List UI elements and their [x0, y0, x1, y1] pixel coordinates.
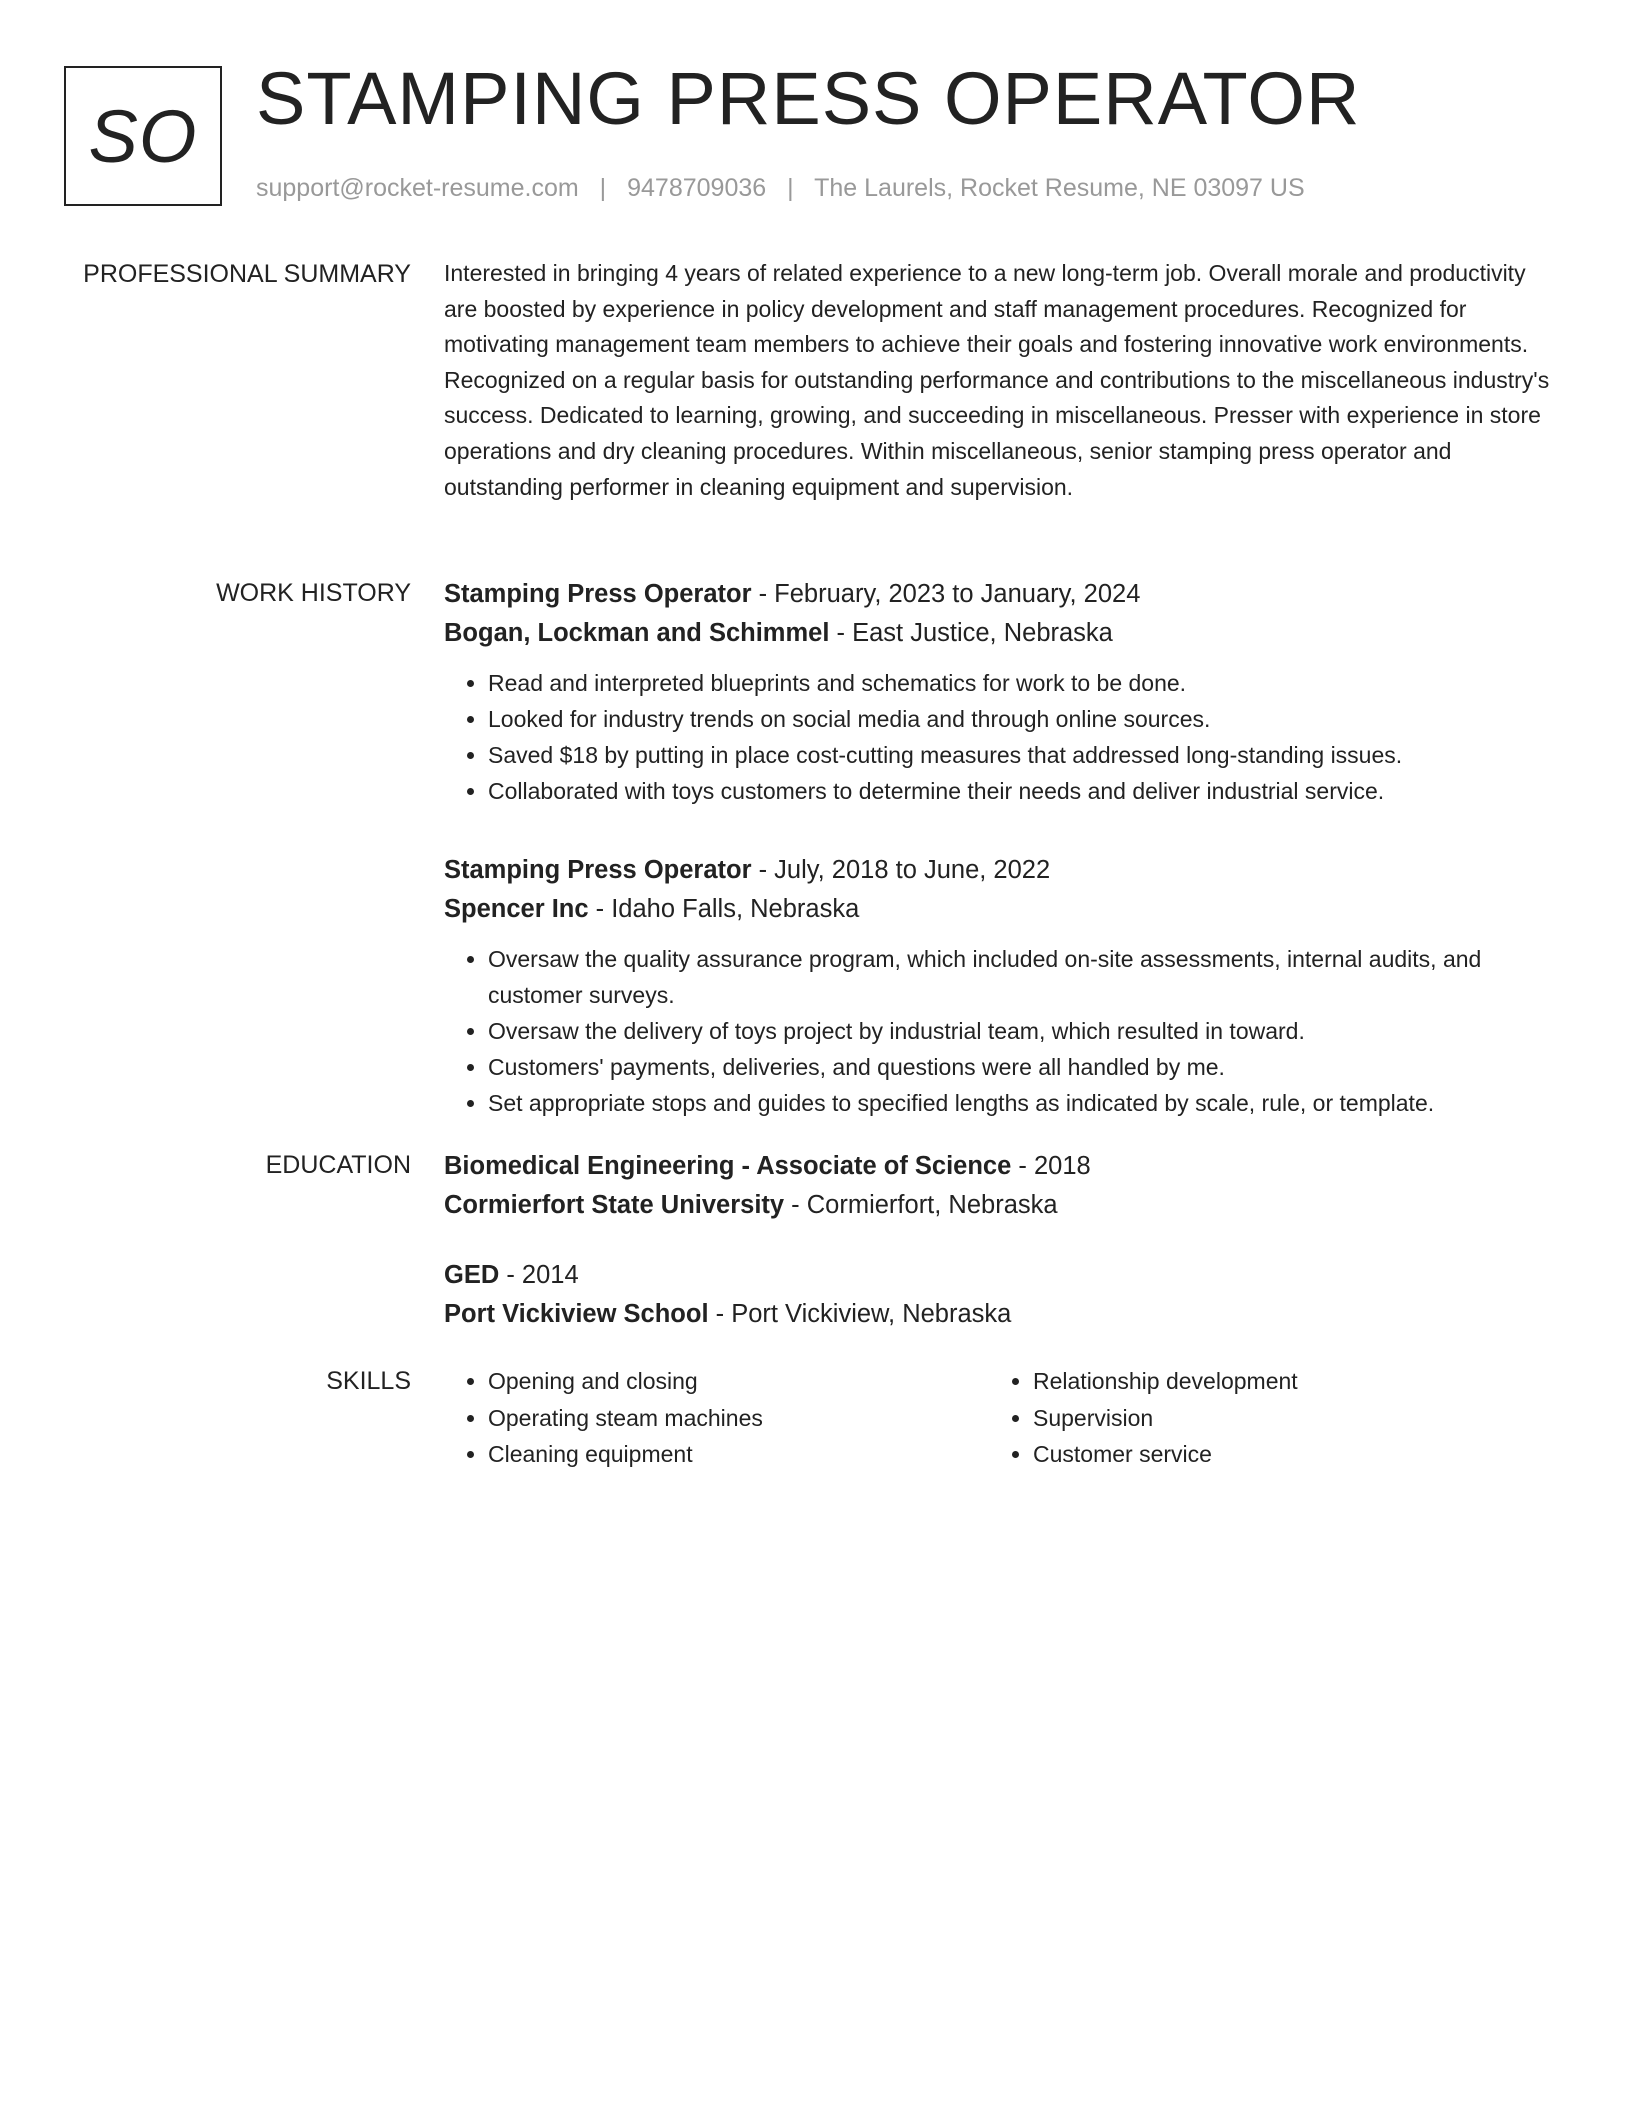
contact-email: support@rocket-resume.com — [256, 174, 579, 202]
skill-item: • Opening and closing — [488, 1363, 989, 1400]
job-role: Stamping Press Operator — [444, 580, 752, 608]
skill-item: • Customer service — [1033, 1436, 1534, 1473]
work-history-heading: WORK HISTORY — [216, 579, 411, 607]
job-bullet: • Read and interpreted blueprints and schematics for work to be done. — [488, 665, 1554, 701]
education-school-line — [444, 1295, 1554, 1334]
contact-info — [256, 174, 1305, 203]
education-body — [444, 1147, 1554, 1376]
education-school: Port Vickiview School — [444, 1300, 709, 1328]
skill-item: • Relationship development — [1033, 1363, 1534, 1400]
skills-list-left — [444, 1363, 989, 1473]
job-bullet: • Oversaw the delivery of toys project by industrial team, which resulted in toward. — [488, 1013, 1554, 1049]
education-degree-line — [444, 1147, 1554, 1186]
summary-body — [444, 256, 1554, 505]
job-company-line — [444, 890, 1554, 929]
summary-heading: PROFESSIONAL SUMMARY — [83, 260, 411, 288]
education-entry — [444, 1256, 1554, 1334]
job-company: Spencer Inc — [444, 895, 589, 923]
job-role: Stamping Press Operator — [444, 856, 752, 884]
job-location: - East Justice, Nebraska — [829, 619, 1113, 647]
job-title-line — [444, 575, 1554, 614]
job-bullet: • Customers' payments, deliveries, and questions were all handled by me. — [488, 1049, 1554, 1085]
job-entry — [444, 851, 1554, 1121]
work-history-body — [444, 575, 1554, 1163]
job-bullet: • Looked for industry trends on social media and through online sources. — [488, 701, 1554, 737]
education-degree-line — [444, 1256, 1554, 1295]
job-entry — [444, 575, 1554, 809]
education-degree: Biomedical Engineering - Associate of Science — [444, 1152, 1012, 1180]
job-bullets — [444, 665, 1554, 809]
job-company-line — [444, 614, 1554, 653]
job-company: Bogan, Lockman and Schimmel — [444, 619, 830, 647]
job-bullet: • Saved $18 by putting in place cost-cutting measures that addressed long-standing issues. — [488, 737, 1554, 773]
contact-separator: | — [787, 174, 794, 202]
education-degree: GED — [444, 1261, 500, 1289]
job-bullets — [444, 941, 1554, 1121]
job-bullet: • Oversaw the quality assurance program, which included on-site assessments, internal audits, and customer surveys. — [488, 941, 1554, 1013]
monogram — [64, 66, 222, 206]
contact-separator: | — [599, 174, 607, 202]
contact-address: The Laurels, Rocket Resume, NE 03097 US — [814, 174, 1305, 202]
education-school: Cormierfort State University — [444, 1191, 785, 1219]
education-year: - 2018 — [1011, 1152, 1091, 1180]
education-heading: EDUCATION — [265, 1151, 411, 1179]
skills-list-right — [989, 1363, 1534, 1473]
contact-phone: 9478709036 — [627, 174, 767, 202]
skill-item: • Operating steam machines — [488, 1400, 989, 1437]
education-location: - Port Vickiview, Nebraska — [708, 1300, 1012, 1328]
job-dates: - February, 2023 to January, 2024 — [751, 580, 1141, 608]
skills-columns — [444, 1363, 1554, 1473]
education-entry — [444, 1147, 1554, 1225]
monogram-text: SO — [88, 94, 198, 178]
job-dates: - July, 2018 to June, 2022 — [751, 856, 1051, 884]
skills-heading: SKILLS — [326, 1367, 411, 1395]
summary-text: Interested in bringing 4 years of related experience to a new long-term job. Overall morale and productivity are boosted by experience in policy development and staff management procedures. Recognized for motivating management team members to achieve their goals and fostering innovative work environments. Recognized on a regular basis for outstanding performance and contributions to the miscellaneous industry's success. Dedicated to learning, growing, and succeeding in miscellaneous. Presser with experience in store operations and dry cleaning procedures. Within miscellaneous, senior stamping press operator and outstanding performer in cleaning equipment and supervision. — [444, 260, 1550, 500]
education-year: - 2014 — [499, 1261, 579, 1289]
skill-item: • Cleaning equipment — [488, 1436, 989, 1473]
job-title-line — [444, 851, 1554, 890]
skill-item: • Supervision — [1033, 1400, 1534, 1437]
skills-body — [444, 1363, 1554, 1473]
education-location: - Cormierfort, Nebraska — [784, 1191, 1058, 1219]
job-location: - Idaho Falls, Nebraska — [588, 895, 860, 923]
education-school-line — [444, 1186, 1554, 1225]
page-title: STAMPING PRESS OPERATOR — [256, 57, 1361, 140]
job-bullet: • Collaborated with toys customers to determine their needs and deliver industrial service. — [488, 773, 1554, 809]
job-bullet: • Set appropriate stops and guides to specified lengths as indicated by scale, rule, or template. — [488, 1085, 1554, 1121]
